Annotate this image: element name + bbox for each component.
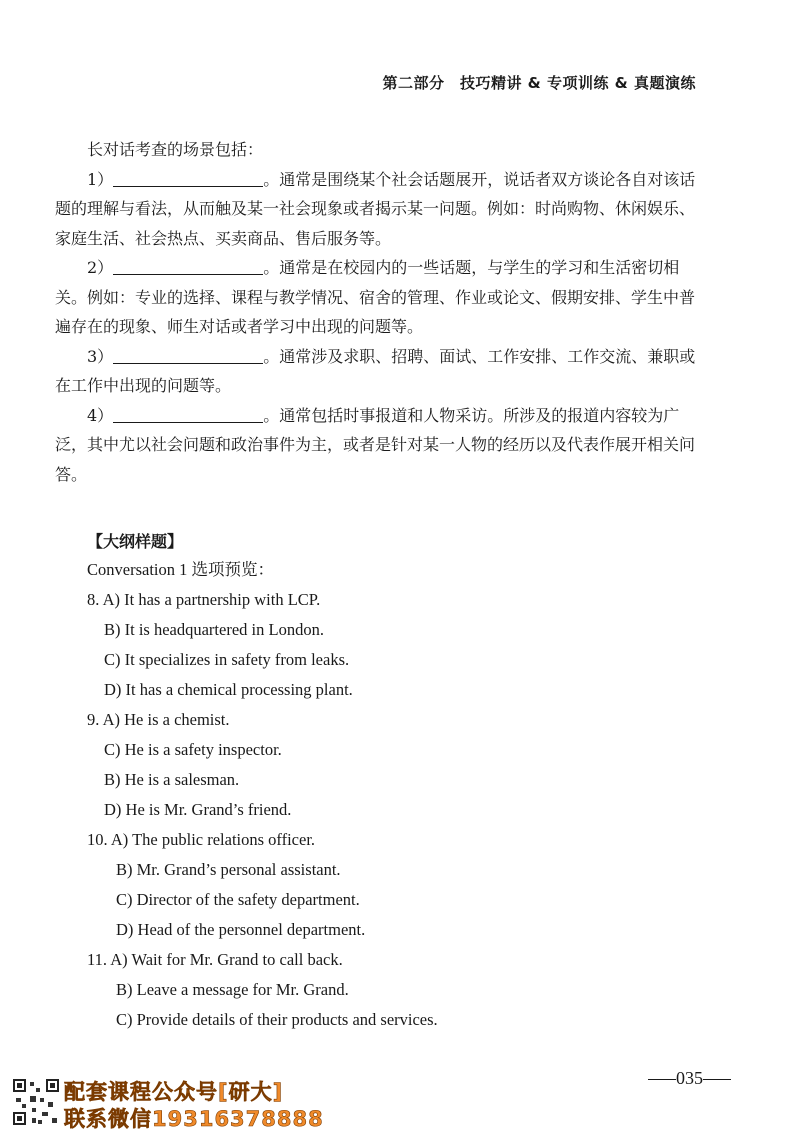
question-8: 8. A) It has a partnership with LCP. xyxy=(87,590,321,609)
scene-item-1 xyxy=(55,165,700,254)
item-number: 3） xyxy=(87,346,114,366)
scene-item-4 xyxy=(55,401,700,490)
option-line: D) It has a chemical processing plant. xyxy=(104,680,353,699)
page-number-ornament-left xyxy=(648,1079,676,1080)
running-header: 第二部分 技巧精讲 & 专项训练 & 真题演练 xyxy=(382,74,696,92)
item-text: 。通常涉及求职、招聘、面试、工作安排、工作交流、兼职或在工作中出现的问题等。 xyxy=(55,346,696,395)
fill-blank xyxy=(113,169,263,187)
item-text: 。通常包括时事报道和人物采访。所涉及的报道内容较为广泛，其中尤以社会问题和政治事件为主，或者是针对某一人物的经历以及代表作展开相关问答。 xyxy=(55,405,696,484)
question-11: 11. A) Wait for Mr. Grand to call back. xyxy=(87,950,343,969)
item-number: 1） xyxy=(87,169,114,189)
option-line: D) Head of the personnel department. xyxy=(116,920,366,939)
preview-heading: Conversation 1 选项预览： xyxy=(87,560,274,579)
option-line: B) Mr. Grand’s personal assistant. xyxy=(116,860,341,879)
option-line: C) He is a safety inspector. xyxy=(104,740,282,759)
question-10: 10. A) The public relations officer. xyxy=(87,830,316,849)
scene-item-3 xyxy=(55,342,700,401)
section-title: 【大纲样题】 xyxy=(87,532,184,551)
option-line: B) He is a salesman. xyxy=(104,770,240,789)
option-line: B) Leave a message for Mr. Grand. xyxy=(116,980,349,999)
watermark-line-1: 配套课程公众号[研大] xyxy=(64,1080,284,1104)
question-9: 9. A) He is a chemist. xyxy=(87,710,230,729)
fill-blank xyxy=(113,405,263,423)
option-line: C) Director of the safety department. xyxy=(116,890,360,909)
item-text: 。通常是在校园内的一些话题，与学生的学习和生活密切相关。例如：专业的选择、课程与教学情况、宿舍的管理、作业或论文、假期安排、学生中普遍存在的现象、师生对话或者学习中出现的问题等。 xyxy=(55,258,696,336)
option-line: C) It specializes in safety from leaks. xyxy=(104,650,350,669)
option-line: D) He is Mr. Grand’s friend. xyxy=(104,800,292,819)
page-number-text: 035 xyxy=(676,1068,703,1088)
option-line: C) Provide details of their products and services. xyxy=(116,1010,438,1029)
intro-text: 长对话考查的场景包括： xyxy=(87,140,264,159)
option-line: B) It is headquartered in London. xyxy=(104,620,324,639)
page-number-ornament-right xyxy=(703,1079,731,1080)
fill-blank xyxy=(113,346,263,364)
qr-code-icon xyxy=(12,1078,60,1126)
watermark-line-2: 联系微信19316378888 xyxy=(64,1107,324,1131)
item-number: 2） xyxy=(87,258,114,277)
page-number xyxy=(648,1068,731,1089)
fill-blank xyxy=(113,257,263,275)
scene-item-2 xyxy=(55,253,700,342)
item-number: 4） xyxy=(87,405,114,425)
item-text: 。通常是围绕某个社会话题展开，说话者双方谈论各自对该话题的理解与看法，从而触及某一社会现象或者揭示某一问题。例如：时尚购物、休闲娱乐、家庭生活、社会热点、买卖商品、售后服务等。 xyxy=(55,169,696,248)
page-content xyxy=(55,135,700,1035)
